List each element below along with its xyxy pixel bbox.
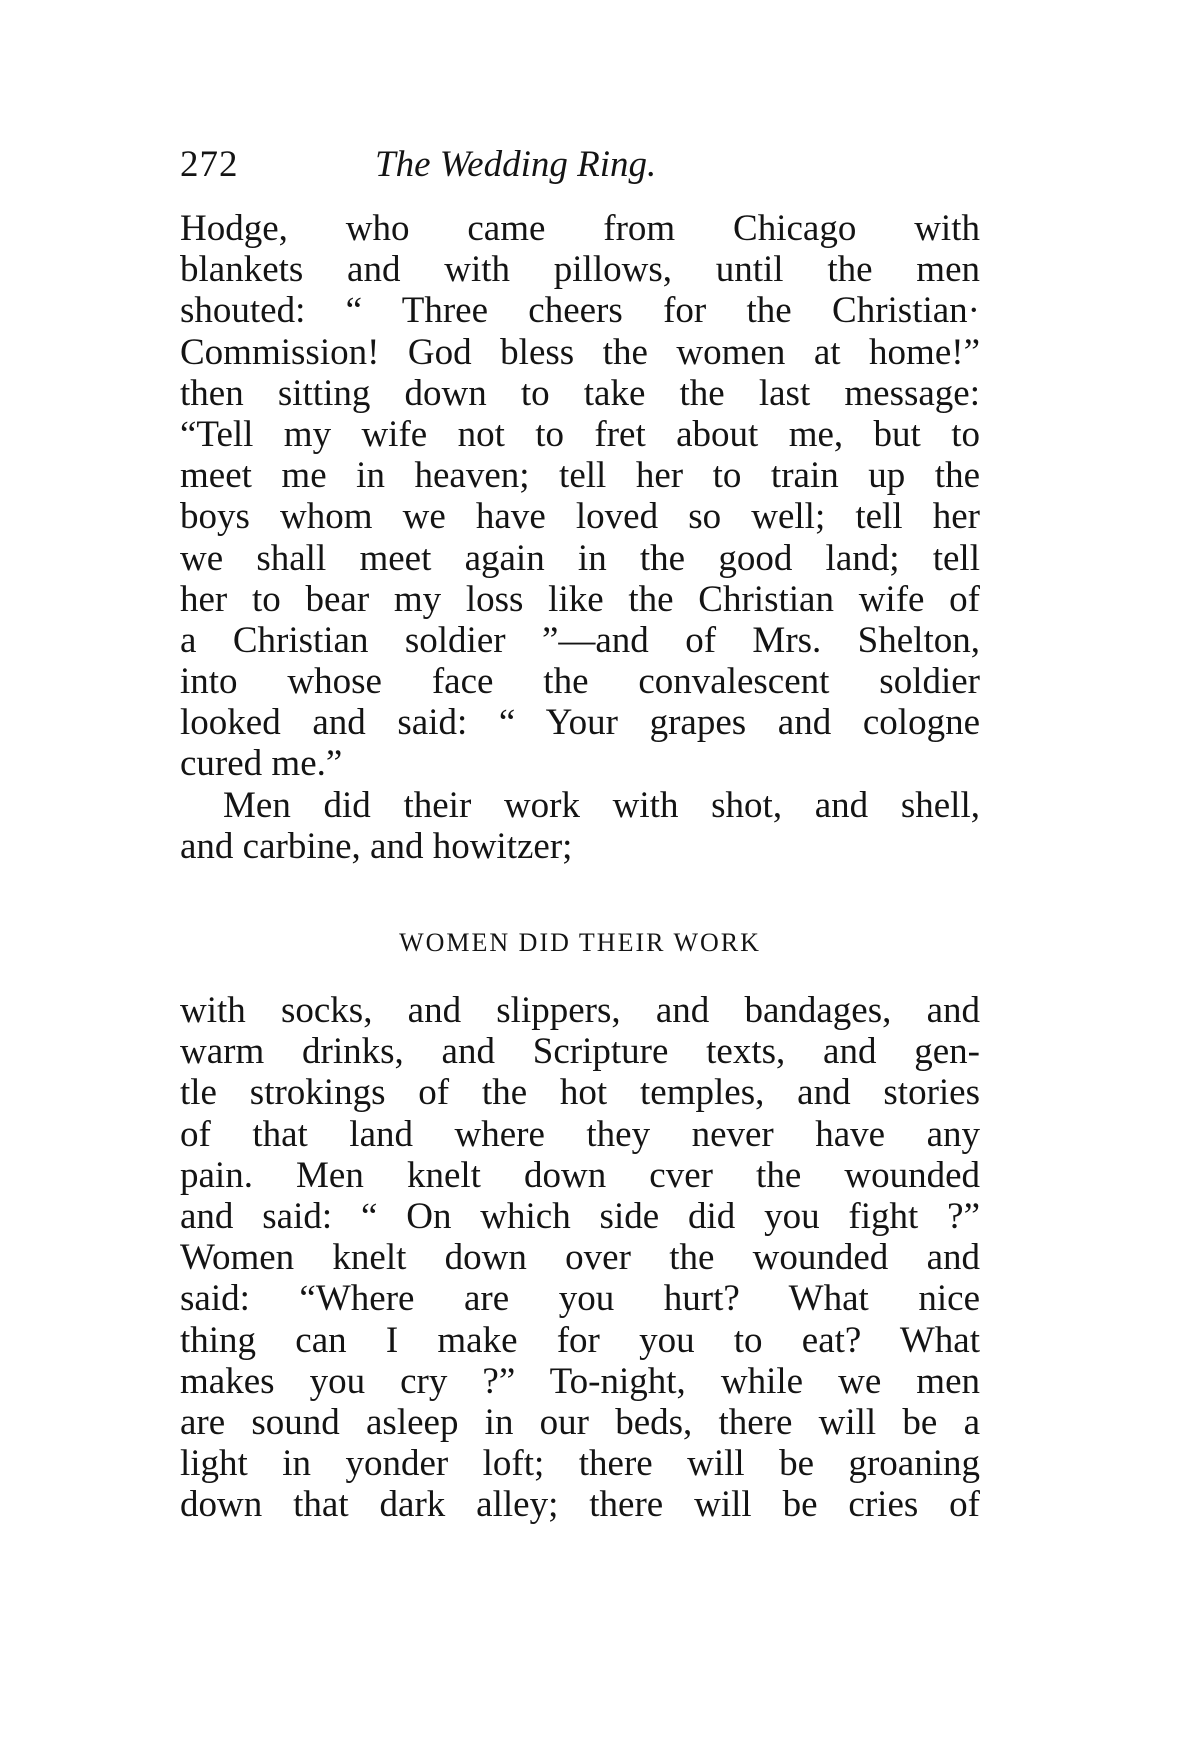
text-line: thing can I make for you to eat? What	[180, 1319, 980, 1361]
paragraph-3	[180, 990, 980, 1525]
paragraph-2	[180, 785, 980, 867]
text-line: then sitting down to take the last message:	[180, 372, 980, 414]
text-line: shouted: “ Three cheers for the Christian·	[180, 290, 980, 332]
text-line: and carbine, and howitzer;	[180, 826, 573, 868]
text-line: are sound asleep in our beds, there will be a	[180, 1401, 980, 1443]
text-line: her to bear my loss like the Christian wife of	[180, 578, 980, 620]
page-number: 272	[180, 144, 239, 185]
text-line: we shall meet again in the good land; tell	[180, 537, 980, 579]
text-line: cured me.”	[180, 743, 343, 785]
text-line: and said: “ On which side did you fight ?”	[180, 1195, 980, 1237]
text-line: “Tell my wife not to fret about me, but to	[180, 413, 980, 455]
text-line: boys whom we have loved so well; tell her	[180, 496, 980, 538]
text-line: meet me in heaven; tell her to train up the	[180, 455, 980, 497]
text-line: looked and said: “ Your grapes and cologne	[180, 702, 980, 744]
text-line: with socks, and slippers, and bandages, and	[180, 990, 980, 1031]
text-line: warm drinks, and Scripture texts, and gen-	[180, 1031, 980, 1073]
text-line: said: “Where are you hurt? What nice	[180, 1278, 980, 1320]
text-line: Commission! God bless the women at home!”	[180, 331, 980, 373]
text-line: Men did their work with shot, and shell,	[223, 785, 980, 826]
text-line: pain. Men knelt down cver the wounded	[180, 1154, 980, 1196]
text-line: makes you cry ?” To-night, while we men	[180, 1360, 980, 1402]
text-line: Hodge, who came from Chicago with	[180, 208, 980, 249]
paragraph-1	[180, 208, 980, 785]
text-line: a Christian soldier ”—and of Mrs. Shelton,	[180, 619, 980, 661]
text-line: of that land where they never have any	[180, 1113, 980, 1155]
text-line: into whose face the convalescent soldier	[180, 661, 980, 703]
running-head	[180, 140, 1000, 190]
text-line: tle strokings of the hot temples, and stories	[180, 1072, 980, 1114]
text-line: down that dark alley; there will be cries of	[180, 1484, 980, 1526]
section-heading: WOMEN DID THEIR WORK	[399, 928, 761, 957]
text-line: light in yonder loft; there will be groaning	[180, 1443, 980, 1485]
running-title: The Wedding Ring.	[375, 144, 657, 185]
text-line: blankets and with pillows, until the men	[180, 249, 980, 291]
text-line: Women knelt down over the wounded and	[180, 1237, 980, 1279]
